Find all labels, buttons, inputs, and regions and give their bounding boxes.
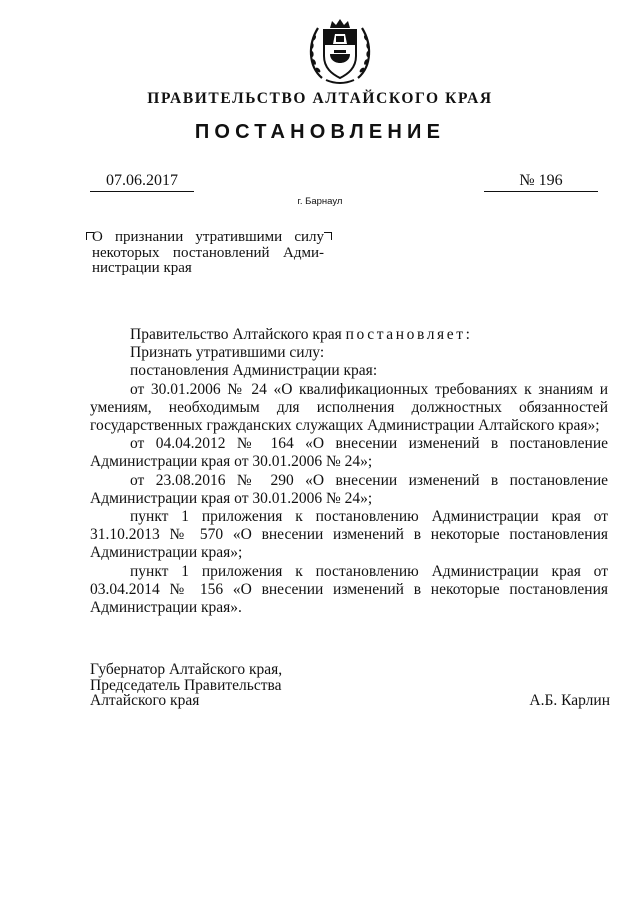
organization-title: ПРАВИТЕЛЬСТВО АЛТАЙСКОГО КРАЯ: [147, 90, 493, 107]
document-type-title: ПОСТАНОВЛЕНИЕ: [194, 121, 446, 143]
document-city: г. Барнаул: [297, 196, 343, 207]
body-paragraph: пункт 1 приложения к постановлению Администрации края от 03.04.2014 № 156 «О внесении изменений в некоторые постановления Администрации края».: [90, 562, 608, 617]
position-line: Губернатор Алтайского края,: [90, 661, 283, 678]
body-intro: [90, 326, 608, 344]
body-paragraph: пункт 1 приложения к постановлению Администрации края от 31.10.2013 № 570 «О внесении изменений в некоторые постановления Администрации края»;: [90, 508, 608, 562]
document-number: № 196: [484, 172, 598, 192]
subject-line: нистрации края: [92, 260, 192, 276]
position-line: Алтайского края: [90, 692, 200, 709]
document-date: 07.06.2017: [90, 172, 194, 192]
document-body: [90, 326, 608, 617]
body-paragraph: постановления Администрации края:: [130, 362, 378, 380]
subject-line: О признании утратившими силу: [92, 229, 324, 245]
document-subject: [92, 230, 324, 277]
subject-line: некоторых постановлений Адми-: [92, 244, 324, 261]
body-paragraph: от 04.04.2012 № 164 «О внесении изменений в постановление Администрации края от 30.01.2006 № 24»;: [90, 435, 608, 471]
position-line: Председатель Правительства: [90, 676, 282, 694]
body-paragraph: от 30.01.2006 № 24 «О квалификационных требованиях к знаниям и умениям, необходимым для исполнения должностных обязанностей государственных гражданских служащих Администрации Алтайского края»;: [90, 380, 608, 435]
intro-decree-word: постановляет:: [345, 326, 473, 343]
body-paragraph: от 23.08.2016 № 290 «О внесении изменений в постановление Администрации края от 30.01.2006 № 24»;: [90, 471, 608, 507]
subject-corner-right: [324, 232, 332, 240]
signatory-position: [90, 662, 282, 709]
body-paragraph: Признать утратившими силу:: [130, 344, 325, 362]
coat-of-arms-icon: [302, 14, 378, 90]
signatory-name: А.Б. Карлин: [529, 692, 610, 709]
intro-text: Правительство Алтайского края: [130, 326, 346, 343]
